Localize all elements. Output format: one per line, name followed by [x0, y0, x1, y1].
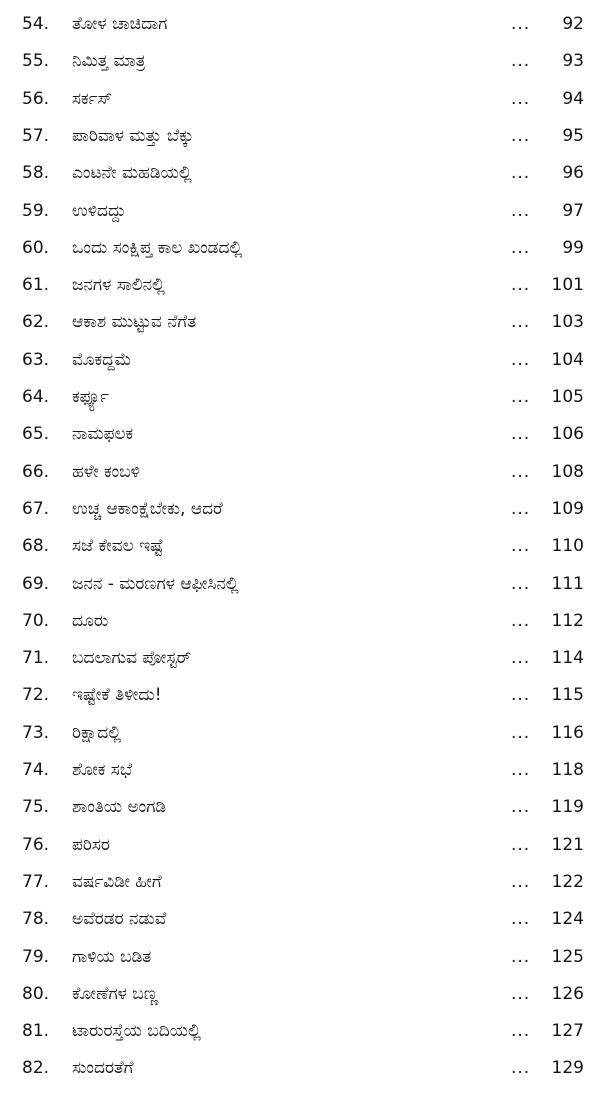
entry-title: ಶಾಂತಿಯ ಅಂಗಡಿ [72, 797, 167, 818]
entry-title: ಆಕಾಶ ಮುಟ್ಟುವ ನೆಗೆತ [72, 312, 197, 333]
dot-leader: ... [511, 237, 531, 258]
dot-leader: ... [511, 909, 531, 930]
entry-title: ಪಾರಿವಾಳ ಮತ್ತು ಬೆಕ್ಕು [72, 125, 194, 146]
dot-leader: ... [511, 536, 531, 557]
page-number: 105 [551, 387, 584, 407]
page-number: 116 [551, 722, 584, 743]
dot-leader: ... [511, 498, 531, 519]
entry-number: 69. [22, 573, 50, 594]
toc-entry [0, 155, 600, 192]
page-number: 119 [551, 797, 584, 818]
entry-title: ಕರ್ಫ್ಯೂ [72, 387, 110, 407]
page-number: 108 [551, 461, 584, 482]
entry-number: 59. [22, 200, 50, 221]
entry-title: ವರ್ಷವಿಡೀ ಹೀಗೆ [72, 871, 162, 892]
entry-number: 75. [22, 797, 50, 818]
page-number: 112 [551, 610, 584, 631]
entry-number: 64. [22, 387, 50, 407]
page-number: 99 [562, 237, 584, 258]
entry-title: ಶೋಕ ಸಭೆ [72, 760, 133, 780]
entry-title: ಹಳೇ ಕಂಬಳಿ [72, 461, 140, 482]
entry-number: 78. [22, 909, 50, 930]
entry-number: 56. [22, 88, 50, 109]
entry-title: ಟಾರುರಸ್ತೆಯ ಬದಿಯಲ್ಲಿ [72, 1021, 201, 1042]
entry-number: 61. [22, 275, 50, 296]
toc-entry [0, 864, 600, 901]
entry-number: 58. [22, 163, 50, 184]
entry-title: ದೂರು [72, 610, 109, 631]
dot-leader: ... [511, 275, 531, 296]
entry-number: 67. [22, 498, 50, 519]
entry-number: 80. [22, 983, 50, 1004]
page-number: 109 [551, 498, 584, 519]
page-number: 103 [551, 312, 584, 333]
dot-leader: ... [511, 312, 531, 333]
toc-entry [0, 118, 600, 155]
dot-leader: ... [511, 797, 531, 818]
dot-leader: ... [511, 983, 531, 1004]
toc-entry [0, 1013, 600, 1050]
entry-title: ಮೊಕದ್ದಮೆ [72, 349, 132, 370]
toc-entry [0, 267, 600, 304]
entry-number: 57. [22, 125, 50, 146]
dot-leader: ... [511, 14, 531, 34]
entry-number: 73. [22, 722, 50, 743]
page-number: 110 [551, 536, 584, 557]
dot-leader: ... [511, 946, 531, 967]
entry-number: 68. [22, 536, 50, 557]
entry-number: 81. [22, 1021, 50, 1042]
page-number: 125 [551, 946, 584, 967]
dot-leader: ... [511, 125, 531, 146]
page-number: 106 [551, 424, 584, 445]
entry-number: 63. [22, 349, 50, 370]
entry-title: ಉಳಿದದ್ದು [72, 200, 126, 221]
dot-leader: ... [511, 648, 531, 669]
page-number: 92 [562, 14, 584, 34]
entry-number: 70. [22, 610, 50, 631]
toc-entry [0, 491, 600, 528]
entry-number: 71. [22, 648, 50, 669]
dot-leader: ... [511, 163, 531, 184]
dot-leader: ... [511, 760, 531, 780]
dot-leader: ... [511, 610, 531, 631]
page-number: 126 [551, 983, 584, 1004]
toc-entry [0, 304, 600, 341]
page-number: 104 [551, 349, 584, 370]
dot-leader: ... [511, 722, 531, 743]
entry-number: 55. [22, 51, 50, 72]
entry-number: 54. [22, 14, 50, 34]
entry-title: ನಿಮಿತ್ತ ಮಾತ್ರ [72, 51, 146, 72]
entry-number: 79. [22, 946, 50, 967]
dot-leader: ... [511, 834, 531, 855]
dot-leader: ... [511, 200, 531, 221]
dot-leader: ... [511, 88, 531, 109]
page-number: 124 [551, 909, 584, 930]
toc-entry [0, 193, 600, 230]
entry-number: 76. [22, 834, 50, 855]
page-number: 122 [551, 871, 584, 892]
entry-title: ಪರಿಸರ [72, 834, 110, 855]
dot-leader: ... [511, 424, 531, 445]
toc-entry [0, 603, 600, 640]
page-number: 101 [551, 275, 584, 296]
dot-leader: ... [511, 1021, 531, 1042]
entry-title: ಸುಂದರತೆಗೆ [72, 1058, 134, 1079]
page-number: 121 [551, 834, 584, 855]
entry-title: ಸರ್ಕಸ್ [72, 88, 113, 109]
toc-entry [0, 43, 600, 80]
toc-entry [0, 379, 600, 416]
dot-leader: ... [511, 461, 531, 482]
toc-entry [0, 566, 600, 603]
dot-leader: ... [511, 387, 531, 407]
entry-title: ಜನಗಳ ಸಾಲಿನಲ್ಲಿ [72, 275, 165, 296]
toc-entry [0, 342, 600, 379]
toc-entry [0, 416, 600, 453]
toc-entry [0, 976, 600, 1013]
toc-entry [0, 1050, 600, 1087]
entry-number: 77. [22, 871, 50, 892]
entry-title: ರಿಕ್ಷಾದಲ್ಲಿ [72, 722, 122, 743]
toc-entry [0, 528, 600, 565]
entry-title: ಅವೆರಡರ ನಡುವೆ [72, 909, 167, 930]
entry-number: 74. [22, 760, 50, 780]
toc-entry [0, 752, 600, 789]
dot-leader: ... [511, 51, 531, 72]
toc-entry [0, 939, 600, 976]
toc-entry [0, 901, 600, 938]
dot-leader: ... [511, 685, 531, 706]
entry-title: ತೋಳ ಚಾಚಿದಾಗ [72, 14, 168, 34]
page-number: 94 [562, 88, 584, 109]
entry-number: 60. [22, 237, 50, 258]
toc-entry [0, 789, 600, 826]
entry-number: 72. [22, 685, 50, 706]
entry-number: 82. [22, 1058, 50, 1079]
entry-title: ನಾಮಫಲಕ [72, 424, 134, 445]
page-number: 127 [551, 1021, 584, 1042]
entry-number: 62. [22, 312, 50, 333]
toc-entry [0, 6, 600, 43]
entry-number: 65. [22, 424, 50, 445]
page-number: 111 [551, 573, 584, 594]
dot-leader: ... [511, 871, 531, 892]
dot-leader: ... [511, 1058, 531, 1079]
entry-title: ಒಂದು ಸಂಕ್ಷಿಪ್ತ ಕಾಲ ಖಂಡದಲ್ಲಿ [72, 237, 243, 258]
page-number: 129 [551, 1058, 584, 1079]
page-number: 93 [562, 51, 584, 72]
entry-title: ಸಜೆ ಕೇವಲ ಇಷ್ಟೆ [72, 536, 164, 557]
page-number: 95 [562, 125, 584, 146]
entry-title: ಜನನ - ಮರಣಗಳ ಆಫೀಸಿನಲ್ಲಿ [72, 573, 239, 594]
toc-entry [0, 715, 600, 752]
page-number: 114 [551, 648, 584, 669]
page-number: 118 [551, 760, 584, 780]
page-number: 97 [562, 200, 584, 221]
entry-title: ಬದಲಾಗುವ ಪೋಸ್ಟರ್ [72, 648, 192, 669]
toc-entry [0, 827, 600, 864]
entry-title: ಗಾಳಿಯ ಬಡಿತ [72, 946, 152, 967]
entry-title: ಇಷ್ಟೇಕೆ ತಿಳೀದು! [72, 685, 162, 706]
dot-leader: ... [511, 349, 531, 370]
toc-entry [0, 454, 600, 491]
toc-entry [0, 230, 600, 267]
dot-leader: ... [511, 573, 531, 594]
page-number: 96 [562, 163, 584, 184]
entry-number: 66. [22, 461, 50, 482]
entry-title: ಕೋಣೆಗಳ ಬಣ್ಣ [72, 983, 159, 1004]
page-number: 115 [551, 685, 584, 706]
toc-entry [0, 640, 600, 677]
entry-title: ಉಚ್ಚ ಆಕಾಂಕ್ಷೆಬೇಕು, ಆದರೆ [72, 498, 223, 519]
entry-title: ಎಂಟನೇ ಮಹಡಿಯಲ್ಲಿ [72, 163, 192, 184]
toc-entry [0, 81, 600, 118]
toc-entry [0, 677, 600, 714]
